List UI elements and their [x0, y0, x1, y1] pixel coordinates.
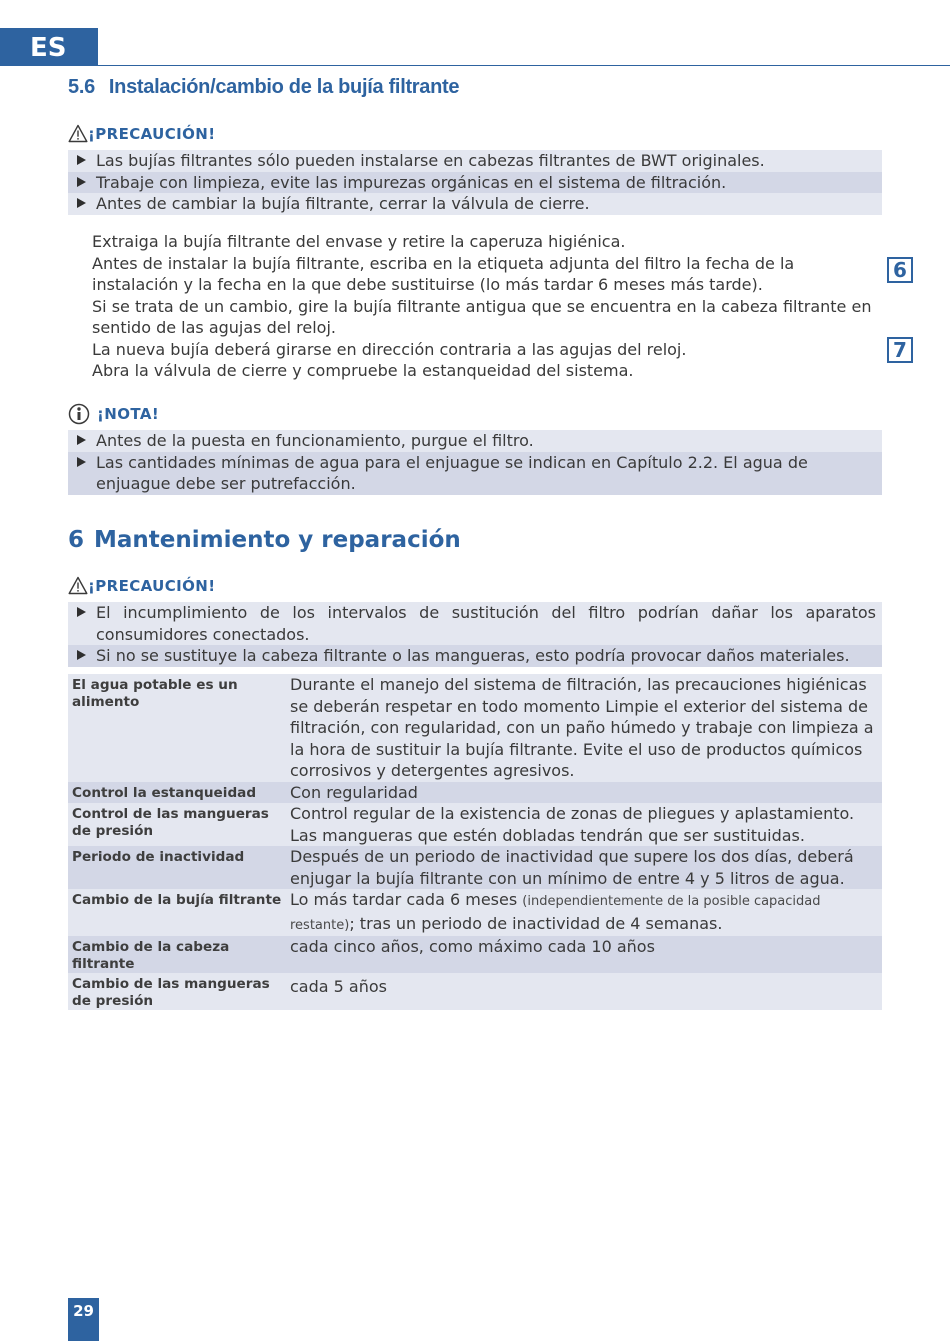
- figure-reference: 6: [887, 257, 913, 283]
- list-item-text: Antes de cambiar la bujía filtrante, cerrar la válvula de cierre.: [96, 194, 590, 213]
- list-item-text: Las cantidades mínimas de agua para el enjuague se indican en Capítulo 2.2. El agua de enjuague debe ser putrefacción.: [96, 452, 808, 493]
- language-tab: ES: [0, 28, 98, 66]
- list-item-text: Antes de la puesta en funcionamiento, purgue el filtro.: [96, 431, 534, 450]
- bullet-arrow-icon: [77, 650, 86, 660]
- bullet-arrow-icon: [77, 155, 86, 165]
- list-item-text: El incumplimiento de los intervalos de sustitución del filtro podrían dañar los aparatos consumidores conectados.: [96, 603, 876, 644]
- row-label: Cambio de la bujía filtrante: [72, 892, 282, 908]
- list-item: [68, 150, 882, 172]
- caution-list: [68, 602, 882, 667]
- row-label: Cambio de las mangueras de presión: [72, 976, 270, 1009]
- table-row: [68, 936, 882, 973]
- value-tail: ; tras un periodo de inactividad de 4 semanas.: [349, 913, 723, 933]
- row-value: Después de un periodo de inactividad que supere los dos días, deberá enjugar la bujía filtrante con un mínimo de entre 4 y 5 litros de agua.: [290, 847, 854, 888]
- value-main: Lo más tardar cada 6 meses: [290, 890, 518, 909]
- note-list: [68, 430, 882, 495]
- step-text: Extraiga la bujía filtrante del envase y retire la caperuza higiénica.: [92, 232, 626, 251]
- table-row: [68, 889, 882, 936]
- list-item: [68, 452, 882, 495]
- caution-title: [68, 576, 216, 595]
- table-row: [68, 782, 882, 804]
- note-title: [68, 403, 159, 425]
- row-label: Control la estanqueidad: [72, 784, 257, 801]
- row-label: El agua potable es un alimento: [72, 677, 238, 710]
- figure-reference: 7: [887, 337, 913, 363]
- list-item-text: Trabaje con limpieza, evite las impurezas orgánicas en el sistema de filtración.: [96, 172, 727, 192]
- list-item-text: Las bujías filtrantes sólo pueden instalarse en cabezas filtrantes de BWT originales.: [96, 151, 765, 170]
- row-label: Periodo de inactividad: [72, 849, 245, 865]
- caution-label: ¡PRECAUCIÓN!: [88, 124, 216, 143]
- step-text: La nueva bujía deberá girarse en dirección contraria a las agujas del reloj.: [92, 339, 687, 359]
- chapter-title: Mantenimiento y reparación: [94, 527, 461, 553]
- info-icon: [68, 403, 90, 425]
- bullet-arrow-icon: [77, 607, 86, 617]
- section-number: 5.6: [68, 76, 95, 98]
- note-label: ¡NOTA!: [97, 405, 160, 423]
- row-value: cada cinco años, como máximo cada 10 años: [290, 937, 655, 956]
- section-title: Instalación/cambio de la bujía filtrante: [108, 76, 460, 98]
- step-text: Si se trata de un cambio, gire la bujía filtrante antigua que se encuentra en la cabeza filtrante en sentido de las agujas del reloj.: [92, 296, 872, 337]
- value-note: (independientemente de la posible capacidad restante): [290, 894, 821, 933]
- bullet-arrow-icon: [77, 435, 86, 445]
- bullet-arrow-icon: [77, 198, 86, 208]
- caution-label: ¡PRECAUCIÓN!: [88, 576, 216, 595]
- chapter-number: 6: [68, 527, 85, 553]
- table-row: [68, 803, 882, 846]
- caution-list: [68, 150, 882, 215]
- row-value: Durante el manejo del sistema de filtración, las precauciones higiénicas se deberán respetar en todo momento Limpie el exterior del sistema de filtración, con regularidad, con un paño húmedo y trabaje con limpieza a la hora de sustituir la bujía filtrante. Evite el uso de productos químicos corrosivos y detergentes agresivos.: [290, 675, 874, 780]
- bullet-arrow-icon: [77, 457, 86, 467]
- row-value: Control regular de la existencia de zonas de pliegues y aplastamiento. Las mangueras que estén dobladas tendrán que ser sustituidas.: [290, 804, 855, 845]
- maintenance-table: [68, 674, 882, 1010]
- caution-title: [68, 124, 216, 143]
- row-label: Cambio de la cabeza filtrante: [72, 939, 230, 972]
- step-text: Abra la válvula de cierre y compruebe la estanqueidad del sistema.: [92, 361, 634, 380]
- list-item: [68, 430, 882, 452]
- header-rule: [98, 65, 950, 66]
- list-item-text: Si no se sustituye la cabeza filtrante o las mangueras, esto podría provocar daños materiales.: [96, 646, 850, 665]
- list-item: [68, 602, 882, 645]
- chapter-heading: [68, 527, 461, 553]
- bullet-arrow-icon: [77, 177, 86, 187]
- row-value: [286, 889, 882, 936]
- table-row: [68, 674, 882, 782]
- section-heading: [68, 76, 459, 99]
- row-value: cada 5 años: [290, 977, 387, 996]
- list-item: [68, 172, 882, 194]
- row-value: Con regularidad: [290, 782, 418, 802]
- list-item: [68, 193, 882, 215]
- row-label: Control de las mangueras de presión: [72, 806, 269, 839]
- installation-steps: [92, 231, 882, 382]
- table-row: [68, 973, 882, 1010]
- page-number: 29: [68, 1298, 99, 1341]
- warning-icon: [68, 124, 88, 143]
- step-text: Antes de instalar la bujía filtrante, escriba en la etiqueta adjunta del filtro la fecha de la instalación y la fecha en la que debe sustituirse (lo más tardar 6 meses más tarde).: [92, 253, 795, 294]
- table-row: [68, 846, 882, 889]
- list-item: [68, 645, 882, 667]
- warning-icon: [68, 576, 88, 595]
